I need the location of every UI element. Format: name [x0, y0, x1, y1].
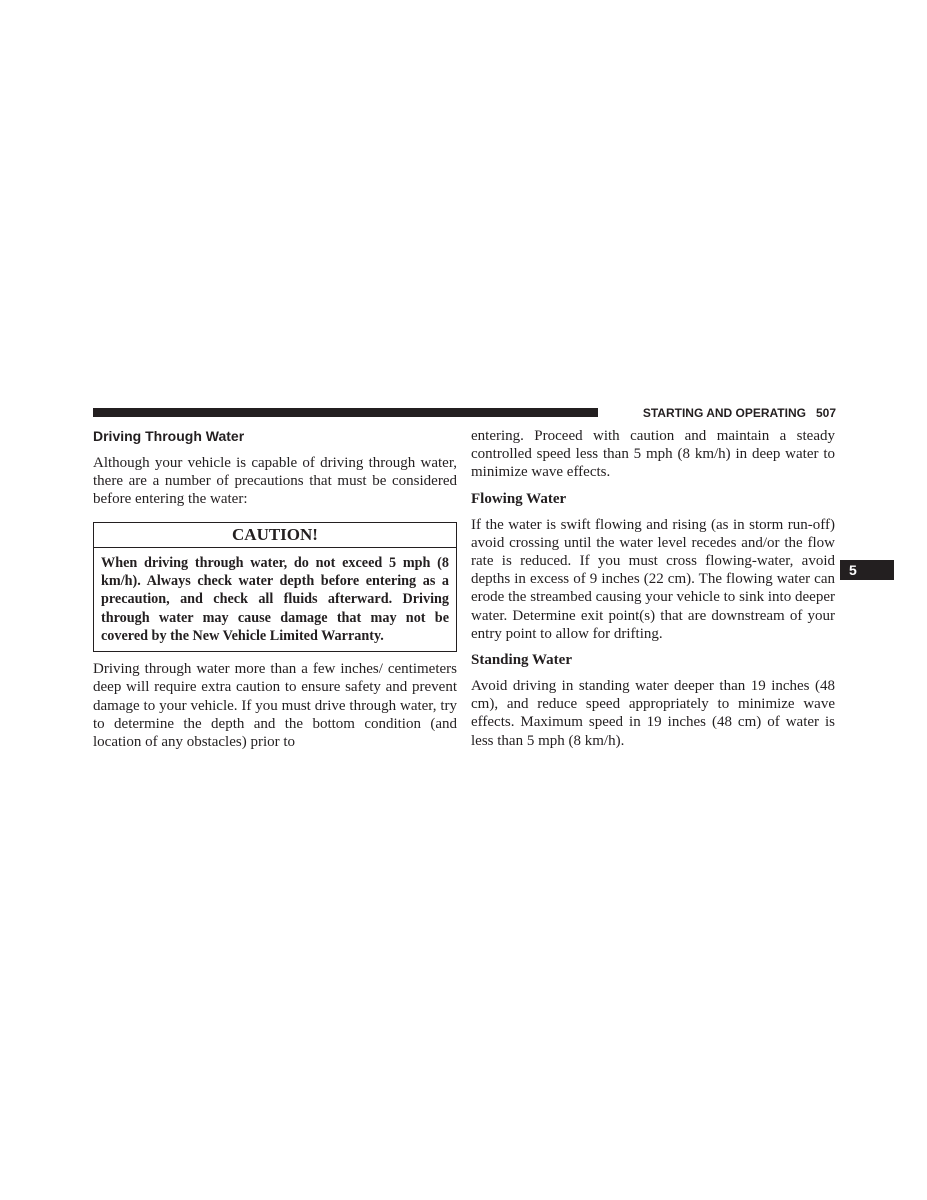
intro-paragraph: Although your vehicle is capable of driving through water, there are a number of precautions that must be considered before entering the water:: [93, 455, 457, 508]
left-column: [93, 427, 457, 759]
flowing-water-heading: Flowing Water: [471, 490, 567, 507]
caution-body: When driving through water, do not exceed 5 mph (8 km/h). Always check water depth before entering as a precaution, and check all fluids afterward. Driving through water may cause damage that may not be covered by the New Vehicle Limited Warranty.: [101, 554, 449, 644]
caution-title: CAUTION!: [94, 523, 456, 548]
standing-water-paragraph: Avoid driving in standing water deeper than 19 inches (48 cm), and reduce speed appropriately to minimize wave effects. Maximum speed in 19 inches (48 cm) of water is less than 5 mph (8 km/h).: [471, 678, 835, 749]
section-heading: Driving Through Water: [93, 428, 245, 444]
standing-water-heading: Standing Water: [471, 652, 572, 669]
right-column: [471, 427, 835, 758]
chapter-tab: 5: [840, 560, 894, 580]
caution-box: [93, 522, 457, 652]
body-paragraph: Driving through water more than a few inches/ centimeters deep will require extra caution to ensure safety and prevent damage to your vehicle. If you must drive through water, try to determine the depth and the bottom condition (and location of any obstacles) prior to: [93, 661, 457, 750]
flowing-water-paragraph: If the water is swift flowing and rising (as in storm run-off) avoid crossing until the water level recedes and/or the flow rate is reduced. If you must cross flowing-water, avoid depths in excess of 9 inches (22 cm). The flowing water can erode the streambed causing your vehicle to sink into deeper water. Determine exit point(s) that are downstream of your entry point to allow for drifting.: [471, 516, 835, 642]
section-title: STARTING AND OPERATING: [642, 406, 806, 420]
page-number: 507: [815, 406, 836, 420]
header-rule: [93, 408, 598, 417]
running-header: [606, 405, 836, 421]
continuation-paragraph: entering. Proceed with caution and maintain a steady controlled speed less than 5 mph (8 km/h) in deep water to minimize wave effects.: [471, 428, 835, 481]
